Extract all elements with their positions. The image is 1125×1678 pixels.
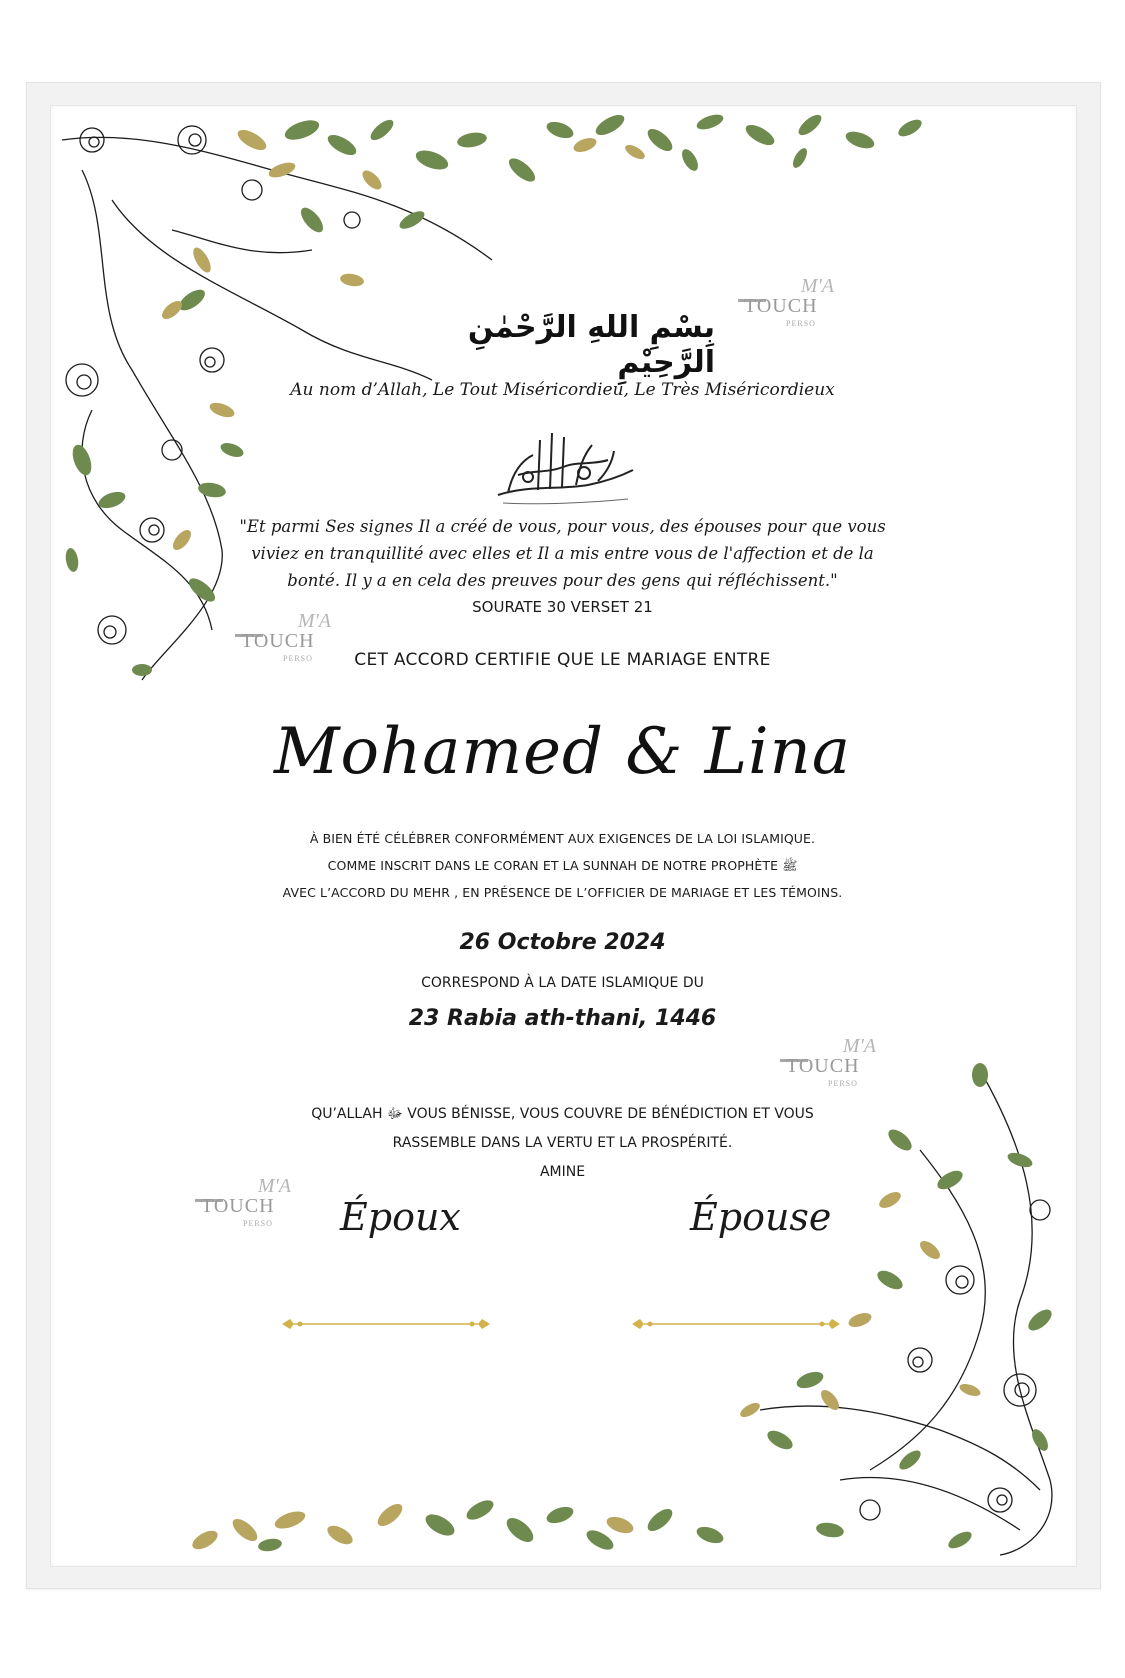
watermark-logo: M'A TOUCH PERSO bbox=[195, 1175, 295, 1235]
basmala-text: بِسْمِ اللهِ الرَّحْمٰنِ الرَّحِيْمِ bbox=[467, 310, 715, 380]
invocation-line: Au nom d’Allah, Le Tout Miséricordieu, Le Très Miséricordieux bbox=[290, 380, 835, 400]
foliage-decoration-top-right bbox=[540, 110, 960, 180]
body-line-3: AVEC L’ACCORD DU MEHR , EN PRÉSENCE DE L’OFFICIER DE MARIAGE ET LES TÉMOINS. bbox=[282, 885, 843, 900]
blessing-line-3: AMINE bbox=[539, 1164, 586, 1180]
correspond-line: CORRESPOND À LA DATE ISLAMIQUE DU bbox=[421, 975, 704, 991]
verse-reference: SOURATE 30 VERSET 21 bbox=[472, 598, 653, 616]
body-line-2: COMME INSCRIT DANS LE CORAN ET LA SUNNAH DE NOTRE PROPHÈTE ﷺ bbox=[327, 858, 798, 873]
quran-verse bbox=[0, 513, 1125, 621]
wedding-date: 26 Octobre 2024 bbox=[459, 930, 666, 955]
verse-line-2: viviez en tranquillité avec elles et Il a mis entre vous de l'affection et de la bbox=[251, 544, 874, 563]
blessing-line-1: QU’ALLAH ﷻ VOUS BÉNISSE, VOUS COUVRE DE BÉNÉDICTION ET VOUS bbox=[311, 1106, 814, 1122]
verse-line-3: bonté. Il y a en cela des preuves pour des gens qui réfléchissent." bbox=[287, 571, 838, 590]
body-line-1: À BIEN ÉTÉ CÉLÉBRER CONFORMÉMENT AUX EXIGENCES DE LA LOI ISLAMIQUE. bbox=[309, 831, 816, 846]
blessing-line-2: RASSEMBLE DANS LA VERTU ET LA PROSPÉRITÉ. bbox=[392, 1135, 733, 1151]
couple-names: Mohamed & Lina bbox=[274, 715, 851, 789]
groom-signature-line bbox=[280, 1316, 492, 1332]
watermark-logo: M'A TOUCH PERSO bbox=[235, 610, 335, 670]
blessing-text bbox=[0, 1100, 1125, 1187]
basmala-calligraphy-emblem bbox=[488, 415, 638, 515]
watermark-logo: M'A TOUCH PERSO bbox=[780, 1035, 880, 1095]
watermark-logo: M'A TOUCH PERSO bbox=[738, 275, 838, 335]
groom-label: Époux bbox=[340, 1195, 461, 1239]
verse-line-1: "Et parmi Ses signes Il a créé de vous, pour vous, des épouses pour que vous bbox=[239, 517, 886, 536]
basmala-arabic bbox=[425, 310, 715, 380]
foliage-decoration-bottom bbox=[190, 1480, 750, 1560]
bride-signature-line bbox=[630, 1316, 842, 1332]
certificate-body bbox=[0, 825, 1125, 906]
hijri-date: 23 Rabia ath-thani, 1446 bbox=[408, 1006, 717, 1031]
bride-label: Épouse bbox=[690, 1195, 832, 1239]
certify-line: CET ACCORD CERTIFIE QUE LE MARIAGE ENTRE bbox=[354, 650, 771, 670]
